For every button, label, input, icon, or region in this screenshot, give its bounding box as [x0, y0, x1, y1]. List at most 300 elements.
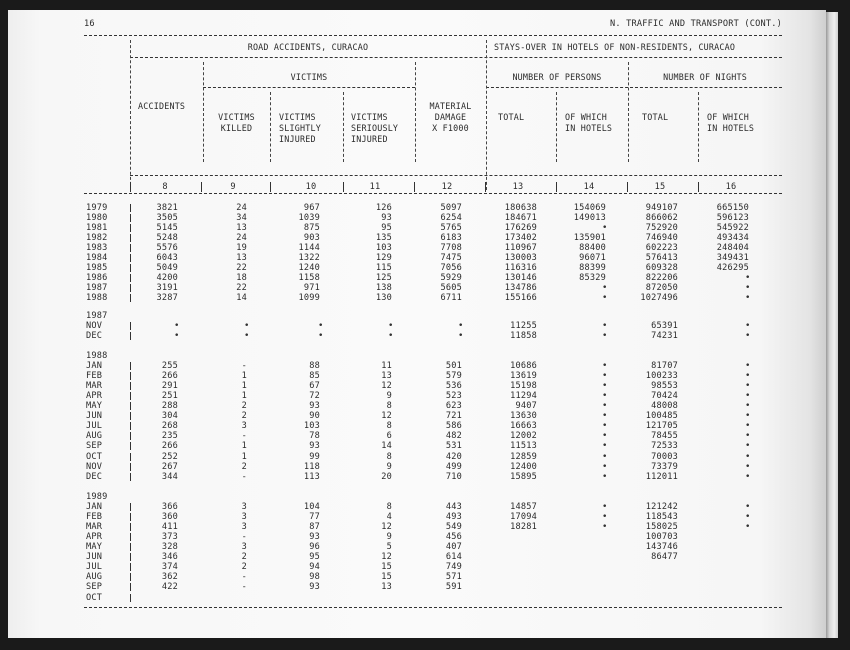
table-cell: 1 [241, 441, 247, 452]
colnum-bar [698, 182, 699, 192]
not-available-marker: • [745, 361, 751, 372]
header-nights-total: TOTAL [642, 112, 669, 122]
table-cell: 536 [445, 381, 462, 392]
table-cell: 710 [445, 471, 462, 482]
table-cell: 591 [445, 582, 462, 593]
table-cell: 2 [241, 411, 247, 422]
table-cell: 5765 [440, 223, 462, 234]
table-cell: 2 [241, 461, 247, 472]
not-available-marker: • [602, 283, 608, 294]
table-cell: 48008 [651, 401, 678, 412]
row-label: NOV [86, 461, 103, 472]
row-label: MAY [86, 401, 103, 412]
table-cell: 251 [161, 391, 178, 402]
table-cell: 586 [445, 421, 462, 432]
not-available-marker: • [174, 331, 180, 342]
header-slightly-line1: VICTIMS [279, 112, 316, 122]
not-available-marker: • [602, 431, 608, 442]
table-cell: 2 [241, 401, 247, 412]
not-available-marker: • [602, 381, 608, 392]
not-available-marker: • [602, 421, 608, 432]
table-cell: 176269 [504, 223, 537, 234]
not-available-marker: • [745, 321, 751, 332]
table-cell: 344 [161, 471, 178, 482]
table-cell: 121705 [645, 421, 678, 432]
table-cell: 493434 [716, 233, 749, 244]
table-cell: 78455 [651, 431, 678, 442]
not-available-marker: • [745, 331, 751, 342]
header-persons-total: TOTAL [498, 112, 525, 122]
table-cell: 493 [445, 512, 462, 523]
table-cell: 5929 [440, 273, 462, 284]
table-cell: 11255 [510, 321, 537, 332]
not-available-marker: • [388, 321, 394, 332]
table-cell: 12859 [510, 451, 537, 462]
table-cell: 158025 [645, 522, 678, 533]
table-cell: 268 [161, 421, 178, 432]
row-label: FEB [86, 512, 103, 523]
table-cell: 11513 [510, 441, 537, 452]
table-cell: 143746 [645, 542, 678, 553]
table-cell: 3 [241, 421, 247, 432]
table-cell: 752920 [645, 223, 678, 234]
table-cell: 422 [161, 582, 178, 593]
table-cell: 121242 [645, 502, 678, 513]
colnum-bar [270, 182, 271, 192]
table-cell: 8 [386, 401, 392, 412]
table-cell: 266 [161, 371, 178, 382]
not-available-marker: • [602, 502, 608, 513]
header-damage-line3: X F1000 [432, 123, 469, 133]
not-available-marker: • [388, 331, 394, 342]
table-cell: 184671 [504, 213, 537, 224]
table-cell: 93 [309, 401, 320, 412]
table-cell: 100485 [645, 411, 678, 422]
row-label: NOV [86, 321, 103, 332]
table-cell: 86477 [651, 552, 678, 563]
row-label: 1985 [86, 263, 108, 274]
table-cell: 967 [303, 203, 320, 213]
table-cell: 100233 [645, 371, 678, 382]
rule-colnum-top [130, 175, 782, 176]
table-cell: 3 [241, 522, 247, 533]
row-label: FEB [86, 371, 103, 382]
table-cell: 3 [241, 512, 247, 523]
col-number-9: 9 [230, 182, 236, 192]
table-cell: 173402 [504, 233, 537, 244]
table-cell: 1 [241, 381, 247, 392]
table-cell: 90 [309, 411, 320, 422]
header-number-of-nights: NUMBER OF NIGHTS [663, 72, 747, 82]
table-cell: 665150 [716, 203, 749, 213]
table-cell: 373 [161, 532, 178, 543]
table-cell: 579 [445, 371, 462, 382]
not-available-marker: • [745, 421, 751, 432]
table-cell: 7708 [440, 243, 462, 254]
table-cell: 531 [445, 441, 462, 452]
not-available-marker: • [602, 411, 608, 422]
table-cell: 456 [445, 532, 462, 543]
table-cell: 8 [386, 451, 392, 462]
group-header-road-accidents: ROAD ACCIDENTS, CURACAO [247, 42, 369, 52]
table-cell: 746940 [645, 233, 678, 244]
table-cell: 13 [381, 582, 392, 593]
table-cell: 22 [236, 283, 247, 294]
not-available-marker: • [745, 441, 751, 452]
table-cell: - [241, 532, 247, 543]
table-cell: 85329 [579, 273, 606, 284]
table-cell: 118 [303, 461, 320, 472]
table-cell: 6043 [156, 253, 178, 264]
row-label: MAR [86, 381, 103, 392]
table-cell: 130003 [504, 253, 537, 264]
rule-victims [203, 87, 415, 88]
table-cell: 93 [309, 532, 320, 543]
not-available-marker: • [745, 293, 751, 304]
table-cell: 1144 [298, 243, 320, 254]
row-label: 1980 [86, 213, 108, 224]
table-cell: 9 [386, 461, 392, 472]
table-cell: 362 [161, 572, 178, 583]
row-label: 1987 [86, 283, 108, 294]
row-label: AUG [86, 431, 103, 442]
table-cell: 545922 [716, 223, 749, 234]
row-label: 1983 [86, 243, 108, 254]
table-cell: 93 [381, 213, 392, 224]
not-available-marker: • [745, 283, 751, 294]
table-cell: 18 [236, 273, 247, 284]
row-label: APR [86, 391, 103, 402]
col-number-10: 10 [305, 182, 317, 192]
table-cell: - [241, 582, 247, 593]
table-cell: 88400 [579, 243, 606, 254]
not-available-marker: • [602, 293, 608, 304]
table-cell: 407 [445, 542, 462, 553]
table-cell: 6 [386, 431, 392, 442]
table-cell: 346 [161, 552, 178, 563]
table-cell: 13 [381, 371, 392, 382]
table-cell: 11 [381, 361, 392, 372]
table-cell: 130 [375, 293, 392, 304]
table-cell: 5605 [440, 283, 462, 294]
table-cell: 8 [386, 421, 392, 432]
not-available-marker: • [174, 321, 180, 332]
table-cell: 34 [236, 213, 247, 224]
not-available-marker: • [745, 273, 751, 284]
table-cell: 10686 [510, 361, 537, 372]
not-available-marker: • [244, 331, 250, 342]
col-number-16: 16 [725, 182, 737, 192]
table-cell: 98 [309, 572, 320, 583]
vbar-group-divider [486, 40, 487, 190]
table-cell: 614 [445, 552, 462, 563]
table-cell: 149013 [573, 213, 606, 224]
table-cell: 110967 [504, 243, 537, 254]
rule-persons-nights [486, 87, 782, 88]
vbar-persons-total [556, 92, 557, 162]
table-cell: 73379 [651, 461, 678, 472]
table-cell: 5 [386, 542, 392, 553]
table-cell: 155166 [504, 293, 537, 304]
table-cell: - [241, 361, 247, 372]
table-cell: 138 [375, 283, 392, 294]
header-persons-hotels-line1: OF WHICH [565, 112, 607, 122]
header-seriously-line1: VICTIMS [351, 112, 388, 122]
table-cell: 609328 [645, 263, 678, 274]
not-available-marker: • [602, 361, 608, 372]
not-available-marker: • [458, 321, 464, 332]
row-label: DEC [86, 331, 103, 342]
table-cell: 7475 [440, 253, 462, 264]
not-available-marker: • [602, 223, 608, 234]
table-cell: 135901 [573, 233, 606, 244]
table-cell: 749 [445, 562, 462, 573]
table-cell: 571 [445, 572, 462, 583]
table-cell: 6711 [440, 293, 462, 304]
row-label: OCT [86, 592, 103, 603]
colnum-bar [485, 182, 486, 192]
table-cell: 523 [445, 391, 462, 402]
table-cell: 1039 [298, 213, 320, 224]
table-cell: 88 [309, 361, 320, 372]
table-cell: 721 [445, 411, 462, 422]
table-cell: 72 [309, 391, 320, 402]
table-cell: 113 [303, 471, 320, 482]
not-available-marker: • [602, 441, 608, 452]
table-cell: 99 [309, 451, 320, 462]
table-cell: 88399 [579, 263, 606, 274]
table-cell: 115 [375, 263, 392, 274]
table-cell: 85 [309, 371, 320, 382]
table-cell: 1158 [298, 273, 320, 284]
table-cell: 4200 [156, 273, 178, 284]
vbar-left [130, 40, 131, 190]
not-available-marker: • [745, 371, 751, 382]
header-damage-line2: DAMAGE [434, 112, 467, 122]
table-cell: 154069 [573, 203, 606, 213]
table-cell: 19 [236, 243, 247, 254]
row-label: JUL [86, 421, 103, 432]
table-cell: 596123 [716, 213, 749, 224]
table-cell: 95 [309, 552, 320, 563]
table-cell: 7056 [440, 263, 462, 274]
table-cell: 180638 [504, 203, 537, 213]
table-cell: 374 [161, 562, 178, 573]
table-cell: 134786 [504, 283, 537, 294]
table-cell: 93 [309, 441, 320, 452]
rule-top [84, 35, 782, 36]
table-cell: 14 [381, 441, 392, 452]
table-cell: 267 [161, 461, 178, 472]
table-cell: 98553 [651, 381, 678, 392]
table-cell: 971 [303, 283, 320, 294]
table-cell: 6254 [440, 213, 462, 224]
table-cell: 3287 [156, 293, 178, 304]
table-cell: 1240 [298, 263, 320, 274]
row-label: 1981 [86, 223, 108, 234]
table-cell: 1099 [298, 293, 320, 304]
col-number-13: 13 [512, 182, 524, 192]
not-available-marker: • [602, 461, 608, 472]
row-label: DEC [86, 471, 103, 482]
colnum-bar [130, 182, 131, 192]
page-edge [826, 12, 838, 638]
table-cell: 12 [381, 411, 392, 422]
table-cell: 9 [386, 391, 392, 402]
colnum-bar [556, 182, 557, 192]
row-label: SEP [86, 441, 103, 452]
table-cell: 482 [445, 431, 462, 442]
colnum-bar [201, 182, 202, 192]
table-cell: 14 [236, 293, 247, 304]
table-cell: 5145 [156, 223, 178, 234]
table-cell: 129 [375, 253, 392, 264]
header-number-of-persons: NUMBER OF PERSONS [512, 72, 602, 82]
table-cell: 9407 [515, 401, 537, 412]
table-cell: 96 [309, 542, 320, 553]
section-title: N. TRAFFIC AND TRANSPORT (CONT.) [610, 19, 782, 29]
year-label: 1987 [86, 311, 108, 321]
header-damage-line1: MATERIAL [429, 101, 472, 111]
col-number-14: 14 [583, 182, 595, 192]
table-cell: 9 [386, 532, 392, 543]
vbar-killed [270, 92, 271, 162]
row-label: MAY [86, 542, 103, 553]
table-cell: 100703 [645, 532, 678, 543]
table-cell: 3 [241, 502, 247, 513]
table-cell: 8 [386, 502, 392, 513]
not-available-marker: • [602, 522, 608, 533]
colnum-bar [343, 182, 344, 192]
table-cell: 13 [236, 253, 247, 264]
table-cell: 349431 [716, 253, 749, 264]
table-cell: 248404 [716, 243, 749, 254]
col-number-15: 15 [654, 182, 666, 192]
table-cell: 235 [161, 431, 178, 442]
table-cell: 12 [381, 522, 392, 533]
row-label: 1984 [86, 253, 108, 264]
not-available-marker: • [602, 371, 608, 382]
row-label: 1988 [86, 293, 108, 304]
table-cell: 288 [161, 401, 178, 412]
table-cell: 112011 [645, 471, 678, 482]
table-cell: 11294 [510, 391, 537, 402]
table-cell: 5248 [156, 233, 178, 244]
table-cell: 866062 [645, 213, 678, 224]
year-label: 1989 [86, 492, 108, 502]
row-bar [130, 322, 131, 330]
table-cell: 255 [161, 361, 178, 372]
table-cell: 252 [161, 451, 178, 462]
table-cell: 126 [375, 203, 392, 213]
table-cell: 12 [381, 552, 392, 563]
table-cell: 103 [303, 421, 320, 432]
header-killed-line1: VICTIMS [218, 112, 255, 122]
colnum-bar [627, 182, 628, 192]
table-cell: 576413 [645, 253, 678, 264]
table-cell: 96071 [579, 253, 606, 264]
table-cell: 1 [241, 451, 247, 462]
table-cell: - [241, 572, 247, 583]
table-cell: 87 [309, 522, 320, 533]
not-available-marker: • [745, 431, 751, 442]
table-cell: 499 [445, 461, 462, 472]
header-nights-hotels-line2: IN HOTELS [707, 123, 755, 133]
table-cell: 602223 [645, 243, 678, 254]
table-cell: 104 [303, 502, 320, 513]
table-cell: 81707 [651, 361, 678, 372]
not-available-marker: • [745, 401, 751, 412]
table-cell: 5576 [156, 243, 178, 254]
table-cell: 135 [375, 233, 392, 244]
table-cell: 15198 [510, 381, 537, 392]
row-label: JUN [86, 552, 103, 563]
table-cell: 501 [445, 361, 462, 372]
row-label: 1986 [86, 273, 108, 284]
rule-bottom [84, 607, 782, 608]
table-cell: 16663 [510, 421, 537, 432]
not-available-marker: • [602, 321, 608, 332]
table-cell: 74231 [651, 331, 678, 342]
header-seriously-line2: SERIOUSLY [351, 123, 399, 133]
table-cell: 24 [236, 233, 247, 244]
table-cell: 366 [161, 502, 178, 513]
table-cell: 4 [386, 512, 392, 523]
table-cell: 125 [375, 273, 392, 284]
row-bar [130, 332, 131, 340]
table-cell: 22 [236, 263, 247, 274]
table-cell: 67 [309, 381, 320, 392]
table-cell: 443 [445, 502, 462, 513]
table-cell: 3821 [156, 203, 178, 213]
table-cell: 426295 [716, 263, 749, 274]
table-cell: 872050 [645, 283, 678, 294]
header-victims: VICTIMS [290, 72, 328, 82]
table-cell: 17094 [510, 512, 537, 523]
not-available-marker: • [602, 401, 608, 412]
row-label: JUN [86, 411, 103, 422]
table-cell: 2 [241, 552, 247, 563]
not-available-marker: • [244, 321, 250, 332]
table-cell: - [241, 471, 247, 482]
table-cell: - [241, 431, 247, 442]
table-cell: 65391 [651, 321, 678, 332]
header-persons-hotels-line2: IN HOTELS [565, 123, 613, 133]
table-cell: 15 [381, 562, 392, 573]
not-available-marker: • [745, 471, 751, 482]
table-cell: 6183 [440, 233, 462, 244]
not-available-marker: • [602, 391, 608, 402]
table-cell: 72533 [651, 441, 678, 452]
table-cell: 1322 [298, 253, 320, 264]
year-label: 1988 [86, 351, 108, 361]
row-label: SEP [86, 582, 103, 593]
col-number-11: 11 [369, 182, 381, 192]
header-killed-line2: KILLED [220, 123, 253, 133]
header-accidents: ACCIDENTS [138, 101, 186, 111]
vbar-nights-total [698, 92, 699, 162]
not-available-marker: • [602, 331, 608, 342]
row-label: OCT [86, 451, 103, 462]
table-cell: 78 [309, 431, 320, 442]
table-cell: 13619 [510, 371, 537, 382]
table-cell: 3505 [156, 213, 178, 224]
row-label: JAN [86, 502, 103, 513]
table-cell: 3 [241, 542, 247, 553]
table-cell: 875 [303, 223, 320, 234]
table-cell: 11858 [510, 331, 537, 342]
row-label: JUL [86, 562, 103, 573]
